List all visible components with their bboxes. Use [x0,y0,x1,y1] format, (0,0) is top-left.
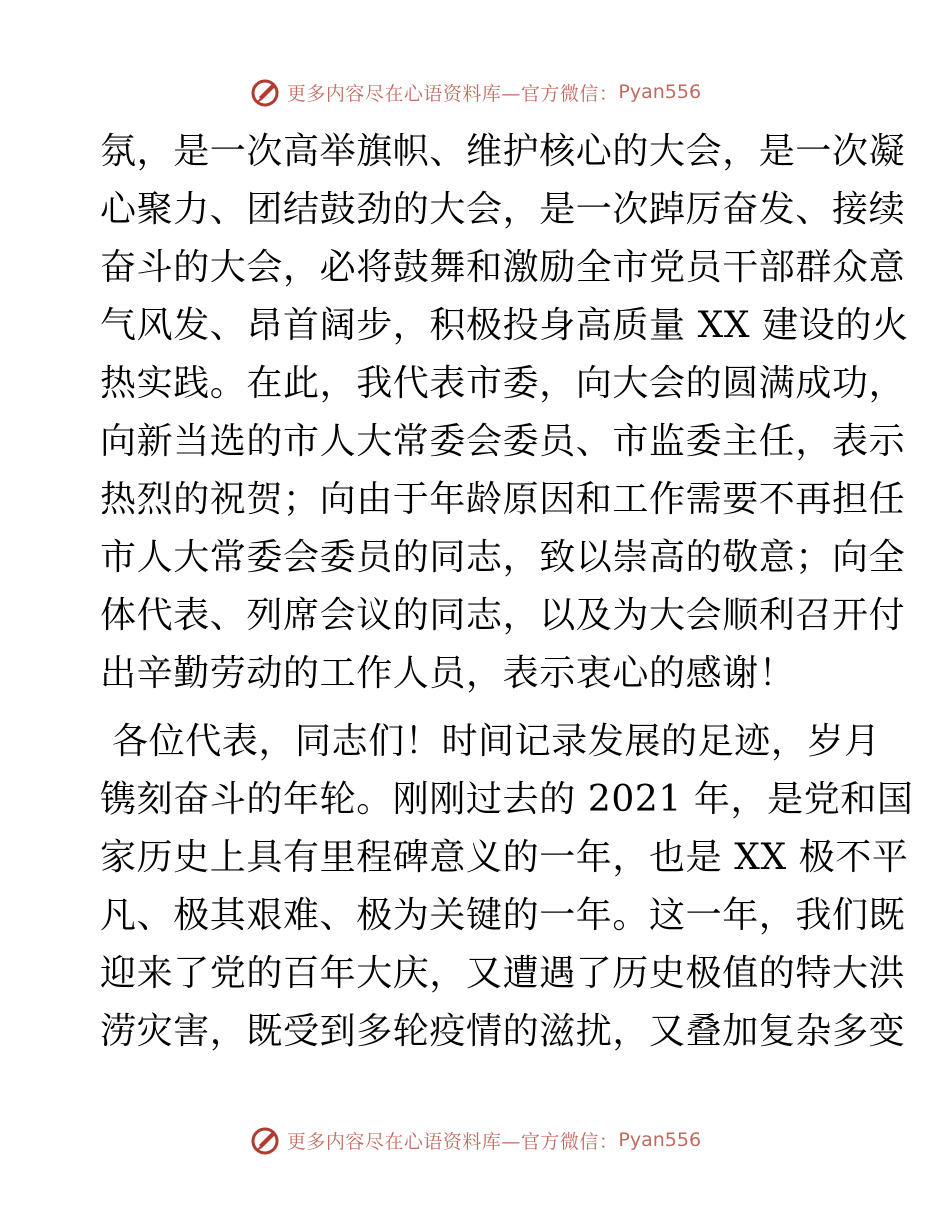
text-line: 奋斗的大会，必将鼓舞和激励全市党员干部群众意 [100,247,906,288]
text-line: 气风发、昂首阔步，积极投身高质量 XX 建设的火 [100,305,909,346]
text-line: 热实践。在此，我代表市委，向大会的圆满成功， [100,363,906,404]
footer-watermark [0,1120,950,1160]
text-line: 凡、极其艰难、极为关键的一年。这一年，我们既 [100,895,906,936]
header-watermark [0,72,950,112]
watermark-text: 更多内容尽在心语资料库—官方微信： [286,82,619,105]
paragraph [100,713,914,1061]
text-line: 涝灾害，既受到多轮疫情的滋扰，又叠加复杂多变 [100,1011,906,1052]
text-line: 热烈的祝贺；向由于年龄原因和工作需要不再担任 [100,479,906,520]
text-line: 家历史上具有里程碑意义的一年，也是 XX 极不平 [100,837,909,878]
paragraph [100,123,909,703]
text-line: 氛，是一次高举旗帜、维护核心的大会，是一次凝 [100,131,906,172]
watermark-text: 更多内容尽在心语资料库—官方微信： [286,1130,619,1153]
text-line: 迎来了党的百年大庆，又遭遇了历史极值的特大洪 [100,953,906,994]
logo-icon [249,75,283,109]
watermark-wechat-id: Pyan556 [618,81,702,103]
text-line: 市人大常委会委员的同志，致以崇高的敬意；向全 [100,537,906,578]
document-body [100,123,914,1061]
text-line: 镌刻奋斗的年轮。刚刚过去的 2021 年，是党和国 [100,779,914,820]
paragraph-gap [100,703,860,713]
text-line: 出辛勤劳动的工作人员，表示衷心的感谢！ [100,653,796,694]
watermark-wechat-id: Pyan556 [618,1129,702,1151]
text-line: 心聚力、团结鼓劲的大会，是一次踔厉奋发、接续 [100,189,906,230]
text-line: 体代表、列席会议的同志，以及为大会顺利召开付 [100,595,906,636]
text-line: 向新当选的市人大常委会委员、市监委主任，表示 [100,421,906,462]
text-line: 各位代表，同志们！时间记录发展的足迹，岁月 [100,721,881,762]
logo-icon [249,1123,283,1157]
